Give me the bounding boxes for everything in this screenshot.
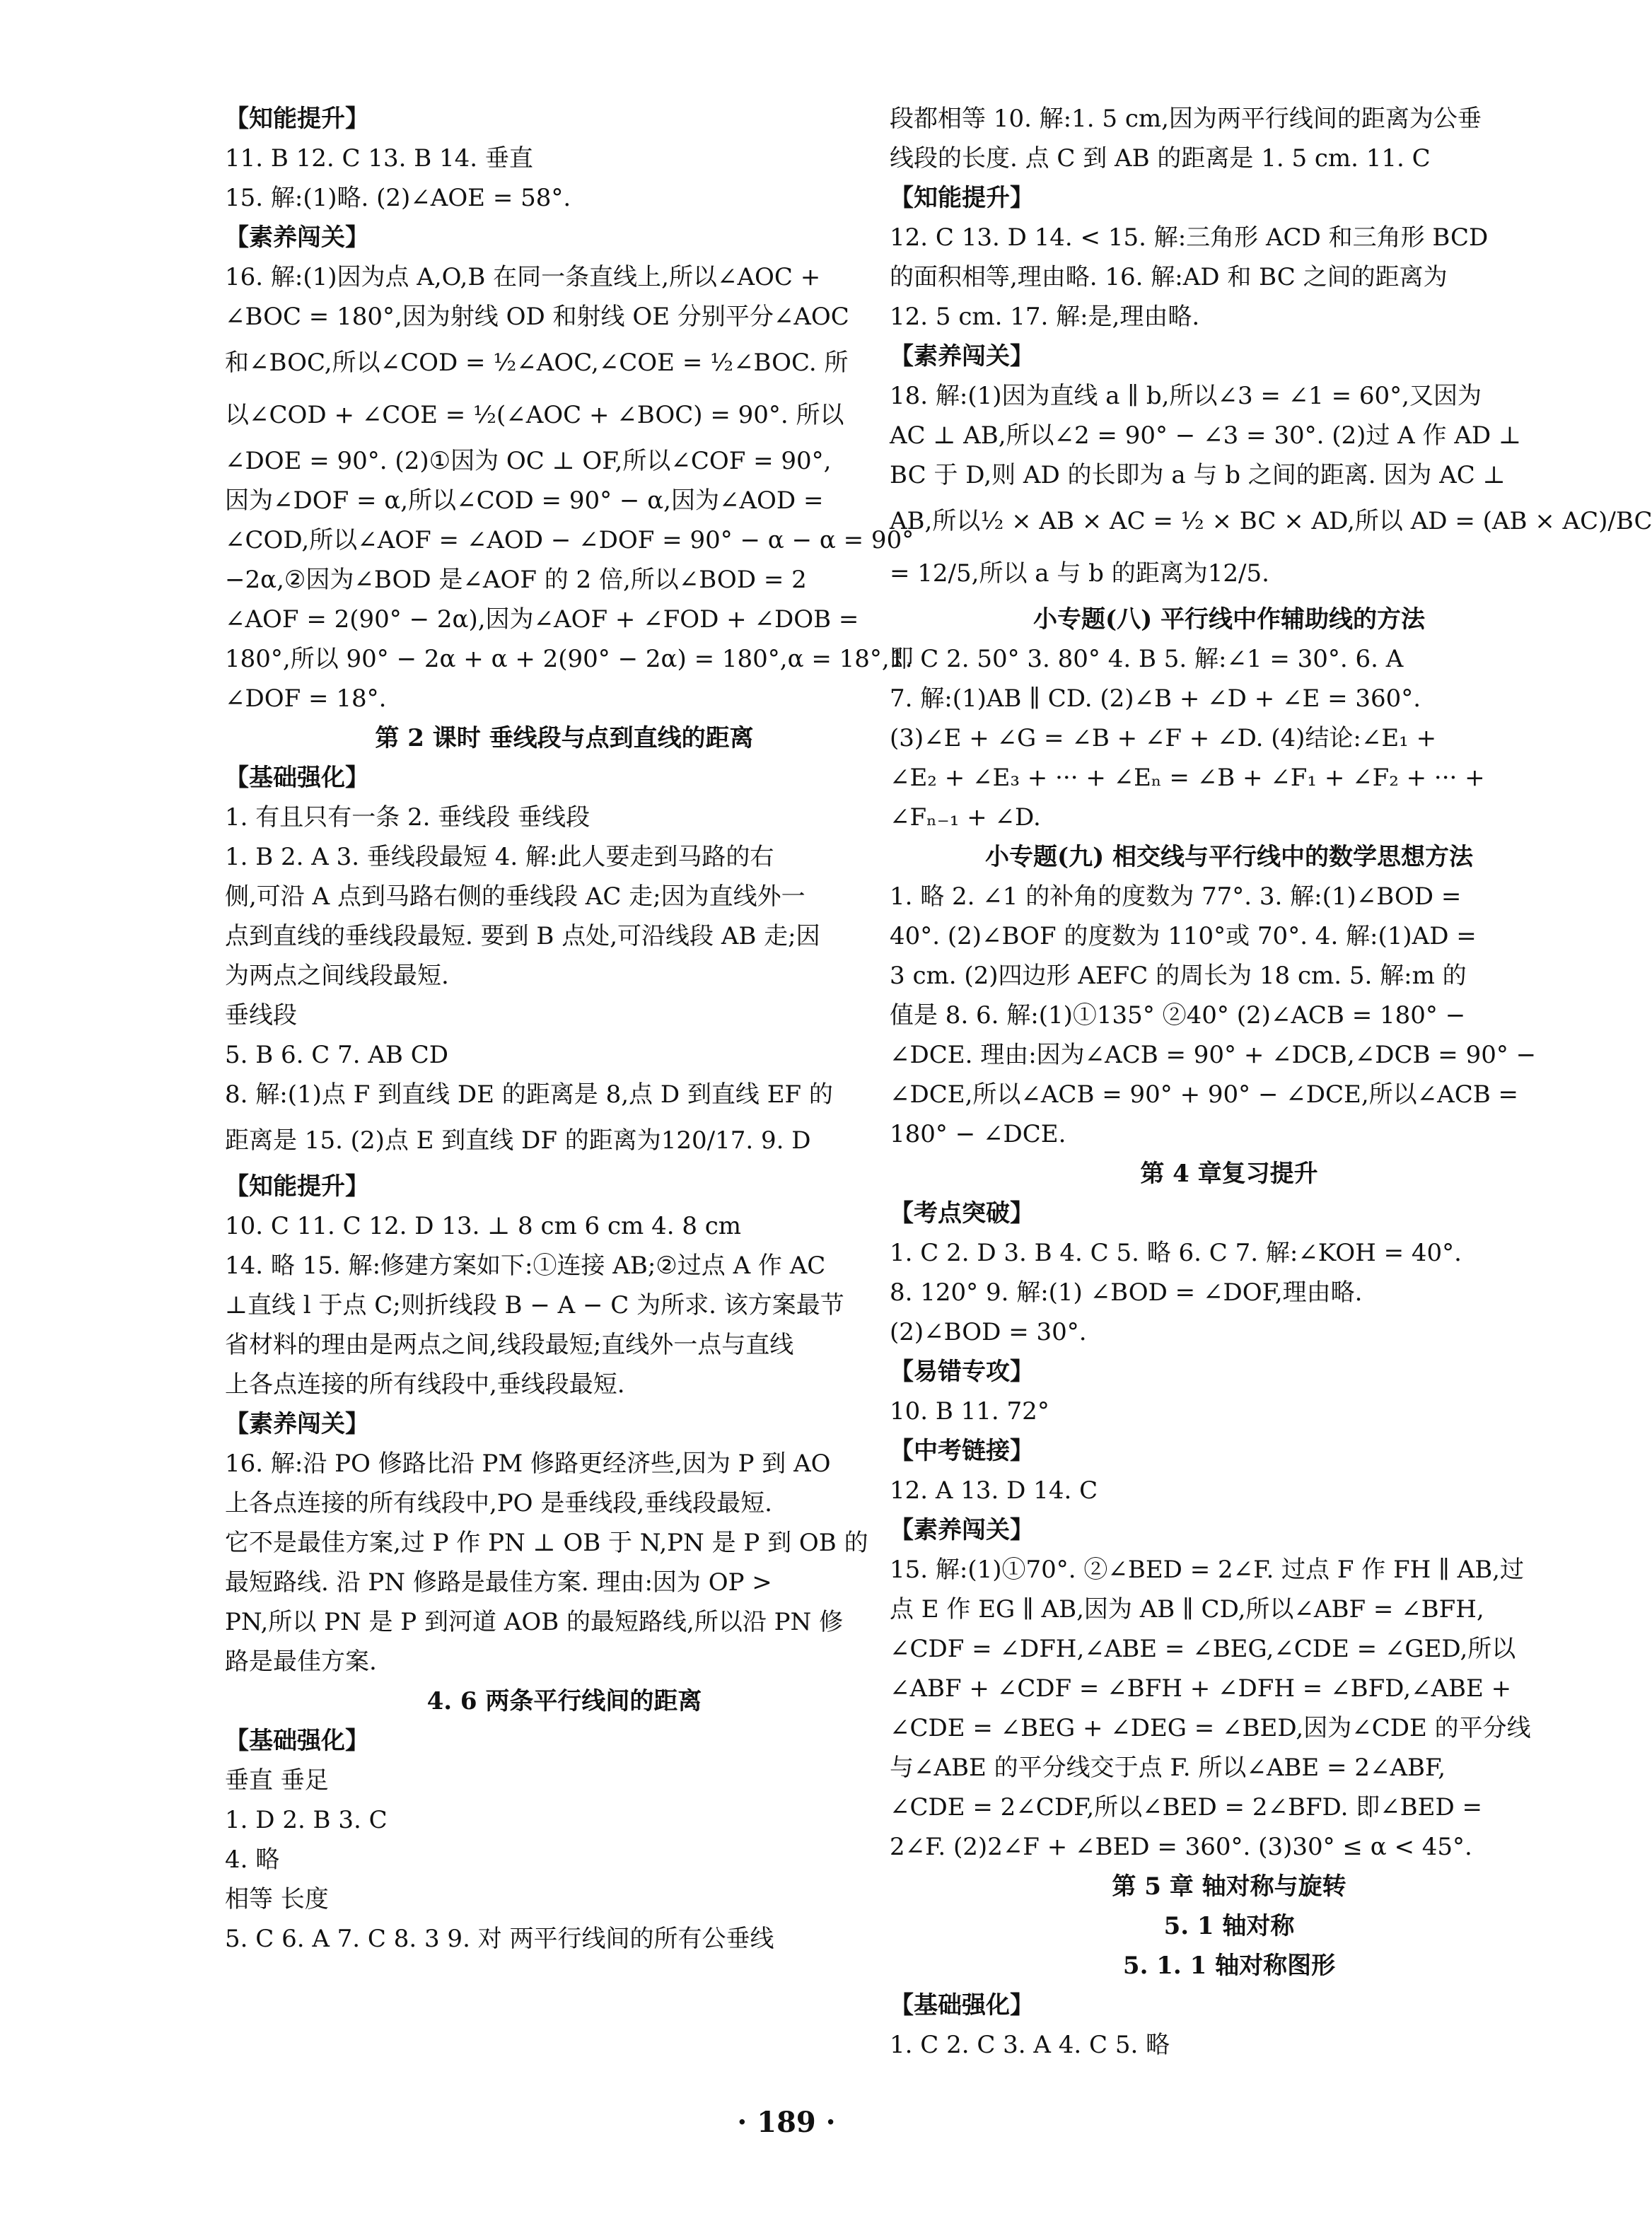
answer-line: 1. B 2. A 3. 垂线段最短 4. 解:此人要走到马路的右 [225,843,774,871]
answer-line: 15. 解:(1)略. (2)∠AOE = 58°. [225,184,571,212]
chapter-heading: 小专题(八) 平行线中作辅助线的方法 [1032,605,1425,634]
answer-line: 3 cm. (2)四边形 AEFC 的周长为 18 cm. 5. 解:m 的 [890,962,1467,990]
answer-line: ∠BOC = 180°,因为射线 OD 和射线 OE 分别平分∠AOC [225,303,849,331]
answer-line: ⊥直线 l 于点 C;则折线段 B − A − C 为所求. 该方案最节 [225,1291,844,1319]
answer-line: 点 E 作 EG ∥ AB,因为 AB ∥ CD,所以∠ABF = ∠BFH, [890,1595,1484,1624]
answer-line: 垂直 垂足 [225,1766,329,1795]
answer-line: 上各点连接的所有线段中,垂线段最短. [225,1370,625,1399]
answer-line: ∠CDF = ∠DFH,∠ABE = ∠BEG,∠CDE = ∠GED,所以 [890,1635,1516,1663]
answer-line: ∠CDE = ∠BEG + ∠DEG = ∠BED,因为∠CDE 的平分线 [890,1714,1531,1742]
answer-line: 侧,可沿 A 点到马路右侧的垂线段 AC 走;因为直线外一 [225,882,805,911]
answer-line: 10. C 11. C 12. D 13. ⊥ 8 cm 6 cm 4. 8 cm [225,1212,742,1240]
answer-line: 15. 解:(1)①70°. ②∠BED = 2∠F. 过点 F 作 FH ∥ AB,过 [890,1556,1524,1584]
answer-line: 1. C 2. C 3. A 4. C 5. 略 [890,2031,1170,2059]
section-heading: 【基础强化】 [890,1991,1034,2019]
answer-line: 路是最佳方案. [225,1648,377,1676]
answer-line: BC 于 D,则 AD 的长即为 a 与 b 之间的距离. 因为 AC ⊥ [890,461,1506,489]
answer-line: ∠E₂ + ∠E₃ + ··· + ∠Eₙ = ∠B + ∠F₁ + ∠F₂ + ··· + [890,764,1485,792]
answer-line: 以∠COD + ∠COE = ½(∠AOC + ∠BOC) = 90°. 所以 [225,401,844,429]
answer-line: ∠CDE = 2∠CDF,所以∠BED = 2∠BFD. 即∠BED = [890,1793,1483,1821]
answer-line: −2α,②因为∠BOD 是∠AOF 的 2 倍,所以∠BOD = 2 [225,566,807,594]
answer-line: 10. B 11. 72° [890,1397,1049,1426]
chapter-heading: 小专题(九) 相交线与平行线中的数学思想方法 [984,843,1473,871]
answer-line: 40°. (2)∠BOF 的度数为 110°或 70°. 4. 解:(1)AD = [890,922,1477,950]
chapter-heading: 第 5 章 轴对称与旋转 [1112,1872,1346,1901]
section-heading: 【中考链接】 [890,1437,1034,1465]
answer-line: 12. A 13. D 14. C [890,1476,1098,1505]
answer-line: 为两点之间线段最短. [225,962,449,990]
answer-line: 值是 8. 6. 解:(1)①135° ②40° (2)∠ACB = 180° − [890,1001,1466,1030]
answer-line: 8. 120° 9. 解:(1) ∠BOD = ∠DOF,理由略. [890,1278,1363,1307]
answer-line: 1. 有且只有一条 2. 垂线段 垂线段 [225,803,591,832]
answer-line: 18. 解:(1)因为直线 a ∥ b,所以∠3 = ∠1 = 60°,又因为 [890,382,1482,410]
answer-line: 线段的长度. 点 C 到 AB 的距离是 1. 5 cm. 11. C [890,144,1431,173]
answer-line: ∠DCE. 理由:因为∠ACB = 90° + ∠DCB,∠DCB = 90° − [890,1041,1537,1069]
answer-line: = 12/5,所以 a 与 b 的距离为12/5. [890,559,1269,588]
answer-line: 7. 解:(1)AB ∥ CD. (2)∠B + ∠D + ∠E = 360°. [890,684,1421,713]
answer-line: 最短路线. 沿 PN 修路是最佳方案. 理由:因为 OP > [225,1568,772,1597]
answer-line: ∠DOF = 18°. [225,684,387,713]
answer-line: 16. 解:沿 PO 修路比沿 PM 修路更经济些,因为 P 到 AO [225,1450,831,1478]
section-heading: 【考点突破】 [890,1199,1034,1228]
answer-line: ∠AOF = 2(90° − 2α),因为∠AOF + ∠FOD + ∠DOB = [225,605,859,634]
answer-line: 距离是 15. (2)点 E 到直线 DF 的距离为120/17. 9. D [225,1126,811,1155]
section-heading: 【知能提升】 [225,105,369,133]
section-heading: 【易错专攻】 [890,1358,1034,1386]
answer-line: 5. B 6. C 7. AB CD [225,1041,448,1069]
section-heading: 【素养闯关】 [890,1516,1034,1544]
answer-line: 180° − ∠DCE. [890,1120,1066,1148]
answer-line: 1. D 2. B 3. C [225,1806,388,1834]
answer-line: 12. C 13. D 14. < 15. 解:三角形 ACD 和三角形 BCD [890,223,1489,252]
answer-line: (3)∠E + ∠G = ∠B + ∠F + ∠D. (4)结论:∠E₁ + [890,724,1437,752]
answer-line: 2∠F. (2)2∠F + ∠BED = 360°. (3)30° ≤ α < 45°. [890,1833,1472,1861]
answer-line: 因为∠DOF = α,所以∠COD = 90° − α,因为∠AOD = [225,486,824,515]
answer-line: ∠COD,所以∠AOF = ∠AOD − ∠DOF = 90° − α − α = 90° [225,526,914,554]
page-number: · 189 · [737,2106,836,2139]
answer-line: ∠ABF + ∠CDF = ∠BFH + ∠DFH = ∠BFD,∠ABE + [890,1674,1512,1703]
answer-line: 上各点连接的所有线段中,PO 是垂线段,垂线段最短. [225,1489,772,1517]
answer-line: 8. 解:(1)点 F 到直线 DE 的距离是 8,点 D 到直线 EF 的 [225,1080,833,1109]
answer-line: ∠DCE,所以∠ACB = 90° + 90° − ∠DCE,所以∠ACB = [890,1080,1518,1109]
section-heading: 【知能提升】 [890,184,1034,212]
left-column [225,99,914,1959]
section-heading: 【素养闯关】 [890,342,1034,371]
chapter-heading: 第 4 章复习提升 [1140,1160,1318,1188]
answer-line: 它不是最佳方案,过 P 作 PN ⊥ OB 于 N,PN 是 P 到 OB 的 [225,1529,868,1557]
answer-line: 4. 略 [225,1846,280,1874]
answer-line: ∠Fₙ₋₁ + ∠D. [890,803,1041,832]
chapter-heading: 4. 6 两条平行线间的距离 [426,1687,702,1715]
answer-line: 1. C 2. D 3. B 4. C 5. 略 6. C 7. 解:∠KOH = 40°. [890,1239,1462,1267]
answer-line: PN,所以 PN 是 P 到河道 AOB 的最短路线,所以沿 PN 修 [225,1608,844,1636]
answer-line: 垂线段 [225,1001,297,1030]
answer-line: 点到直线的垂线段最短. 要到 B 点处,可沿线段 AB 走;因 [225,922,820,950]
answer-line: 段都相等 10. 解:1. 5 cm,因为两平行线间的距离为公垂 [890,105,1482,133]
answer-line: 省材料的理由是两点之间,线段最短;直线外一点与直线 [225,1331,794,1359]
section-heading: 【知能提升】 [225,1172,369,1201]
answer-line: 相等 长度 [225,1885,329,1913]
answer-line: 14. 略 15. 解:修建方案如下:①连接 AB;②过点 A 作 AC [225,1252,826,1280]
section-heading: 【基础强化】 [225,764,369,792]
answer-line: 12. 5 cm. 17. 解:是,理由略. [890,303,1200,331]
answer-line: AB,所以½ × AB × AC = ½ × BC × AD,所以 AD = (AB × AC)/BC [890,507,1652,535]
answer-line: ∠DOE = 90°. (2)①因为 OC ⊥ OF,所以∠COF = 90°, [225,447,832,475]
chapter-heading: 5. 1 轴对称 [1163,1912,1295,1940]
section-heading: 【素养闯关】 [225,223,369,252]
answer-line: 1. C 2. 50° 3. 80° 4. B 5. 解:∠1 = 30°. 6. A [890,645,1404,673]
section-heading: 【素养闯关】 [225,1410,369,1438]
answer-line: (2)∠BOD = 30°. [890,1318,1087,1346]
answer-line: 11. B 12. C 13. B 14. 垂直 [225,144,533,173]
answer-line: 180°,所以 90° − 2α + α + 2(90° − 2α) = 180°,α = 18°,即 [225,645,914,673]
right-column [890,99,1652,2065]
answer-line: AC ⊥ AB,所以∠2 = 90° − ∠3 = 30°. (2)过 A 作 AD ⊥ [890,421,1521,450]
answer-line: 16. 解:(1)因为点 A,O,B 在同一条直线上,所以∠AOC + [225,263,821,291]
section-heading: 【基础强化】 [225,1727,369,1755]
answer-line: 的面积相等,理由略. 16. 解:AD 和 BC 之间的距离为 [890,263,1448,291]
answer-line: 5. C 6. A 7. C 8. 3 9. 对 两平行线间的所有公垂线 [225,1925,774,1953]
chapter-heading: 5. 1. 1 轴对称图形 [1122,1952,1336,1980]
answer-line: 1. 略 2. ∠1 的补角的度数为 77°. 3. 解:(1)∠BOD = [890,882,1462,911]
answer-line: 和∠BOC,所以∠COD = ½∠AOC,∠COE = ½∠BOC. 所 [225,349,849,377]
chapter-heading: 第 2 课时 垂线段与点到直线的距离 [375,724,754,752]
answer-line: 与∠ABE 的平分线交于点 F. 所以∠ABE = 2∠ABF, [890,1754,1446,1782]
